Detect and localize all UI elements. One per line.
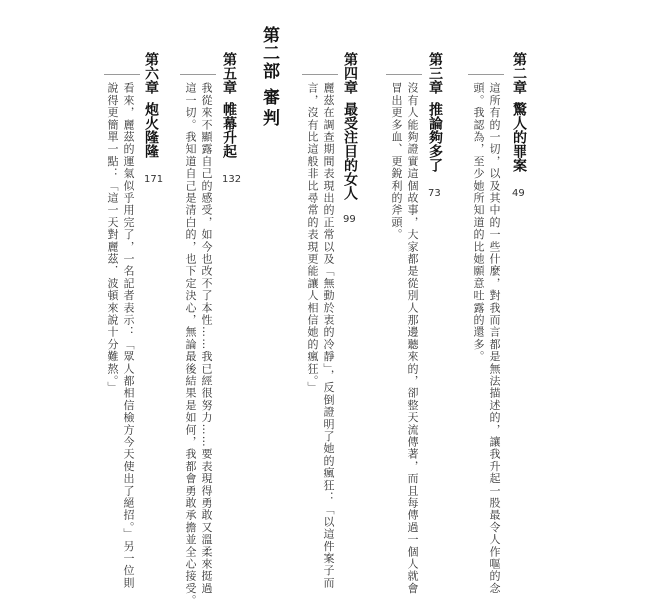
chapter-4-block bbox=[298, 0, 382, 609]
excerpt-line: 說得更簡單一點：「這一天對麗茲．波頓來說十分難熬。」 bbox=[106, 82, 119, 394]
chapter-6-block bbox=[88, 0, 178, 609]
chapter-excerpt bbox=[304, 82, 336, 589]
divider-rule bbox=[468, 74, 504, 75]
chapter-excerpt bbox=[470, 82, 502, 594]
chapter-title: 炮火隆隆 bbox=[143, 102, 159, 158]
divider-rule bbox=[386, 74, 422, 75]
chapter-title: 帷幕升起 bbox=[221, 102, 237, 158]
divider-rule bbox=[180, 74, 216, 75]
page-number: 49 bbox=[512, 188, 525, 199]
excerpt-line: 頭。我認為，至少她所知道的比她願意吐露的還多。 bbox=[472, 82, 485, 363]
chapter-excerpt bbox=[104, 82, 136, 589]
chapter-3-block bbox=[382, 0, 468, 609]
excerpt-line: 冒出更多血、更銳利的斧頭。 bbox=[390, 82, 403, 241]
chapter-title: 最受注目的女人 bbox=[342, 102, 358, 200]
divider-rule bbox=[104, 74, 140, 75]
excerpt-line: 麗茲在調查期間表現出的正常以及「無動於衷的冷靜」，反倒證明了她的瘋狂：「以這件案子而 bbox=[322, 82, 335, 589]
chapter-number: 第五章 bbox=[221, 52, 237, 94]
chapter-2-block bbox=[468, 0, 655, 609]
page-number: 73 bbox=[428, 188, 441, 199]
part-2-heading bbox=[252, 0, 298, 609]
chapter-5-block bbox=[178, 0, 252, 609]
excerpt-line: 我從來不顯露自己的感受，如今也改不了本性……我已經很努力……要表現得勇敢又溫柔來挺過 bbox=[200, 82, 213, 595]
divider-rule bbox=[302, 74, 338, 75]
page-number: 99 bbox=[343, 214, 356, 225]
chapter-number: 第四章 bbox=[342, 52, 358, 94]
part-title: 審判 bbox=[259, 88, 279, 130]
chapter-title: 驚人的罪案 bbox=[511, 102, 527, 172]
excerpt-line: 看來，麗茲的運氣似乎用完了，一名記者表示：「眾人都相信檢方今天使出了絕招。」另一位則 bbox=[122, 82, 135, 589]
page-number: 132 bbox=[222, 174, 242, 185]
excerpt-line: 這所有的一切，以及其中的一些什麼，對我而言都是無法描述的，讓我升起一股最令人作嘔的念 bbox=[488, 82, 501, 595]
chapter-excerpt bbox=[182, 82, 214, 607]
part-number: 第二部 bbox=[259, 26, 279, 80]
excerpt-line: 言，沒有比這般非比尋常的表現更能讓人相信她的瘋狂。」 bbox=[306, 82, 319, 394]
chapter-number: 第六章 bbox=[143, 52, 159, 94]
chapter-number: 第三章 bbox=[427, 52, 443, 94]
chapter-number: 第二章 bbox=[511, 52, 527, 94]
excerpt-line: 這一切。我知道自己是清白的，也下定決心，無論最後結果是如何，我都會勇敢承擔並全心接受。 bbox=[184, 82, 197, 607]
excerpt-line: 沒有人能夠證實這個故事，大家都是從別人那邊聽來的，卻整天流傳著，而且每傳過一個人就會 bbox=[406, 82, 419, 595]
chapter-title: 推論夠多了 bbox=[427, 102, 443, 172]
chapter-excerpt bbox=[388, 82, 420, 594]
page-number: 171 bbox=[144, 174, 164, 185]
